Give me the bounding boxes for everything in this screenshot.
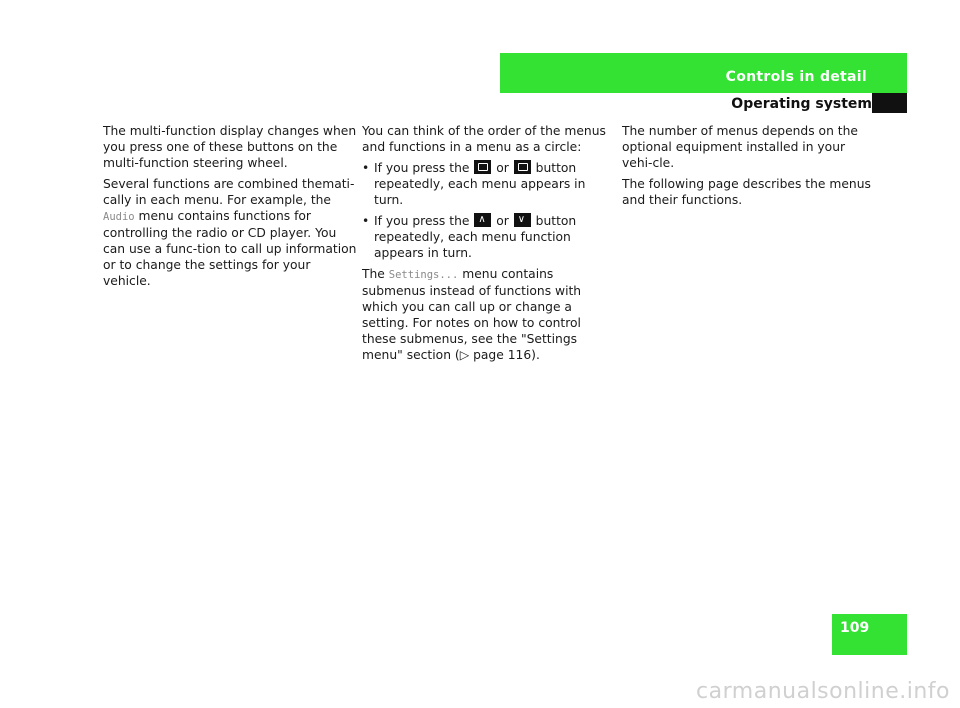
chapter-title: Controls in detail: [725, 69, 867, 85]
menu-name-settings: Settings...: [388, 269, 459, 281]
paragraph: The multi-function display changes when you press one of these buttons on the multi-function steering wheel.: [103, 124, 357, 170]
paragraph: The Settings... menu contains submenus instead of functions with which you can call up or change a setting. For notes on how to control these submenus, see the "Settings menu" section (▷ page 116).: [362, 267, 582, 362]
page-number-box: [832, 614, 907, 655]
menu-name-audio: Audio: [103, 211, 135, 223]
text-column-2: [362, 123, 608, 368]
display-back-key-icon: [474, 160, 491, 174]
chapter-header-bar: [500, 53, 907, 93]
page-ref-arrow-icon: ▷: [459, 348, 470, 362]
watermark: carmanualsonline.info: [696, 679, 950, 704]
bullet-icon: •: [362, 214, 370, 228]
paragraph: The number of menus depends on the optional equipment installed in your vehi-cle.: [622, 124, 858, 170]
list-item: • If you press the or button repeatedly, each menu appears in turn.: [362, 161, 586, 207]
bullet-icon: •: [362, 161, 370, 175]
bullet-list: [362, 160, 608, 261]
paragraph: You can think of the order of the menus and functions in a menu as a circle:: [362, 124, 606, 154]
section-tab-marker: [872, 93, 907, 113]
section-title: Operating system: [731, 96, 872, 112]
list-item: • If you press the ∧ or ∨ button repeatedly, each menu function appears in turn.: [362, 213, 608, 261]
arrow-up-key-icon: [474, 213, 491, 227]
text-column-1: [103, 123, 358, 294]
display-forward-key-icon: [514, 160, 531, 174]
paragraph: The following page describes the menus and their functions.: [622, 177, 871, 207]
paragraph: Several functions are combined themati-cally in each menu. For example, the Audio menu contains functions for controlling the radio or CD player. You can use a func-tion to call up information or to change the settings for your vehicle.: [103, 177, 357, 288]
arrow-down-key-icon: [514, 213, 531, 227]
page-number: 109: [840, 620, 870, 636]
text-column-3: [622, 123, 872, 213]
